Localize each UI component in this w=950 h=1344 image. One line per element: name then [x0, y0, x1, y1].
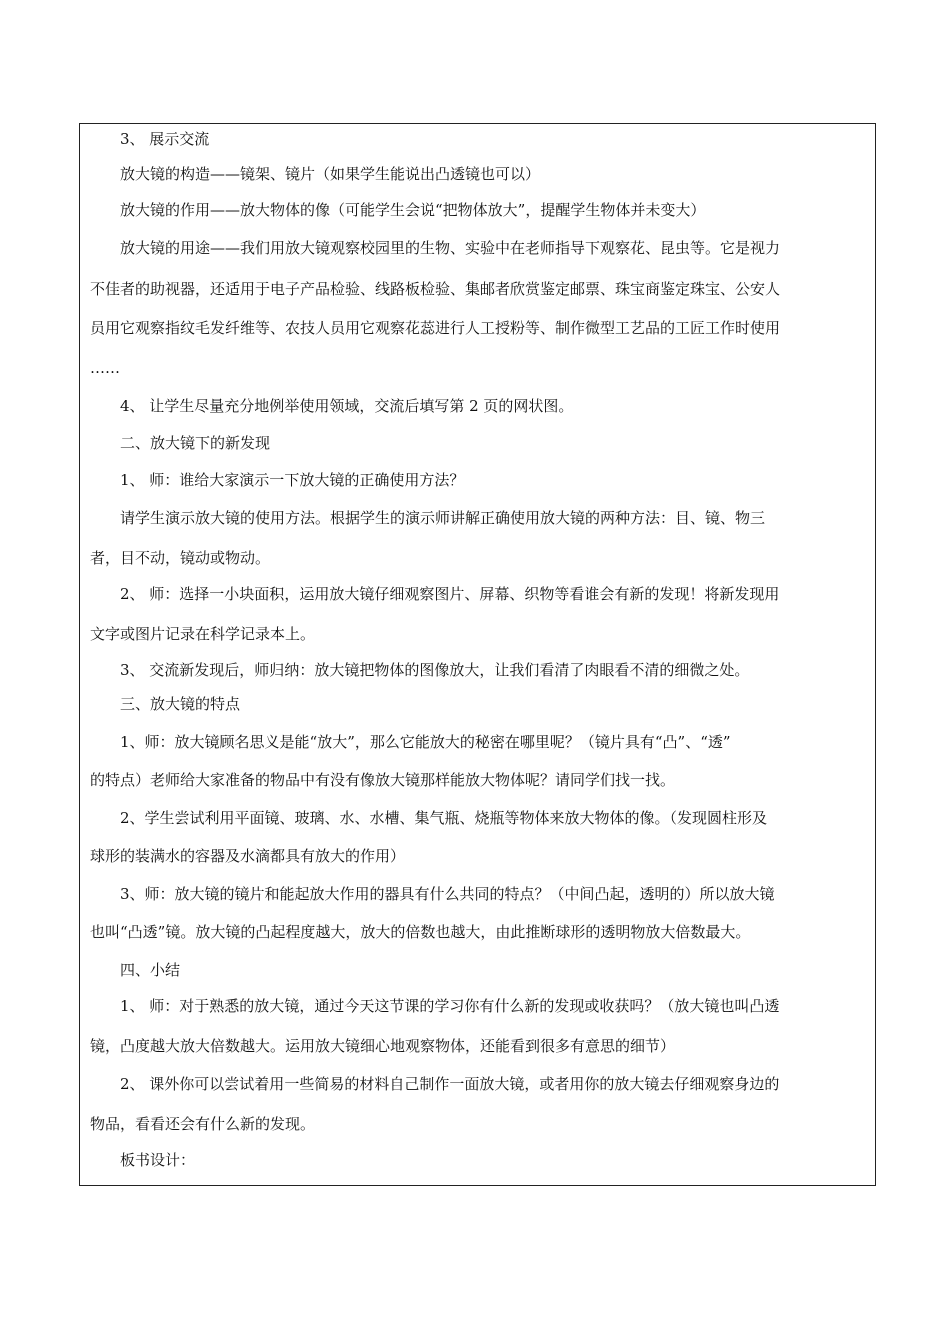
- section-heading: 二、放大镜下的新发现: [120, 434, 271, 452]
- section-heading: 四、小结: [120, 961, 181, 979]
- paragraph-line: 2、 师：选择一小块面积，运用放大镜仔细观察图片、屏幕、织物等看谁会有新的发现！将新发现用: [120, 585, 780, 603]
- board-design-label: 板书设计：: [120, 1151, 196, 1169]
- paragraph-line: 3、 交流新发现后，师归纳：放大镜把物体的图像放大，让我们看清了肉眼看不清的细微之处。: [120, 661, 750, 679]
- paragraph-line: 不佳者的助视器，还适用于电子产品检验、线路板检验、集邮者欣赏鉴定邮票、珠宝商鉴定珠宝、公安人: [90, 280, 781, 298]
- paragraph-line: 文字或图片记录在科学记录本上。: [90, 625, 316, 643]
- paragraph-line: 4、 让学生尽量充分地例举使用领域，交流后填写第 2 页的网状图。: [120, 397, 574, 415]
- paragraph-line: 球形的装满水的容器及水滴都具有放大的作用）: [90, 847, 406, 865]
- content-frame: [79, 123, 876, 1186]
- section-heading: 三、放大镜的特点: [120, 695, 241, 713]
- paragraph-line: 1、 师：对于熟悉的放大镜，通过今天这节课的学习你有什么新的发现或收获吗？（放大镜也叫凸透: [120, 997, 780, 1015]
- paragraph-line: 1、 师：谁给大家演示一下放大镜的正确使用方法？: [120, 471, 465, 489]
- paragraph-line: 2、 课外你可以尝试着用一些简易的材料自己制作一面放大镜，或者用你的放大镜去仔细观察身边的: [120, 1075, 780, 1093]
- section-heading: 3、 展示交流: [120, 130, 210, 148]
- paragraph-line: 放大镜的构造——镜架、镜片（如果学生能说出凸透镜也可以）: [120, 165, 541, 183]
- paragraph-line: 请学生演示放大镜的使用方法。根据学生的演示师讲解正确使用放大镜的两种方法：目、镜、物三: [120, 509, 766, 527]
- paragraph-line: 者，目不动，镜动或物动。: [90, 549, 271, 567]
- paragraph-line: 也叫“凸透”镜。放大镜的凸起程度越大，放大的倍数也越大，由此推断球形的透明物放大倍数最大。: [90, 923, 751, 941]
- paragraph-line: 镜，凸度越大放大倍数越大。运用放大镜细心地观察物体，还能看到很多有意思的细节）: [90, 1037, 676, 1055]
- paragraph-line: 2、学生尝试利用平面镜、玻璃、水、水槽、集气瓶、烧瓶等物体来放大物体的像。（发现圆柱形及: [120, 809, 768, 827]
- paragraph-line: 放大镜的作用——放大物体的像（可能学生会说“把物体放大”，提醒学生物体并未变大）: [120, 201, 706, 219]
- paragraph-line: ……: [90, 359, 120, 377]
- paragraph-line: 员用它观察指纹毛发纤维等、农技人员用它观察花蕊进行人工授粉等、制作微型工艺品的工匠工作时使用: [90, 319, 781, 337]
- paragraph-line: 的特点）老师给大家准备的物品中有没有像放大镜那样能放大物体呢？请同学们找一找。: [90, 771, 676, 789]
- paragraph-line: 放大镜的用途——我们用放大镜观察校园里的生物、实验中在老师指导下观察花、昆虫等。它是视力: [120, 239, 781, 257]
- paragraph-line: 1、师：放大镜顾名思义是能“放大”，那么它能放大的秘密在哪里呢？（镜片具有“凸”、“透”: [120, 733, 731, 751]
- paragraph-line: 物品，看看还会有什么新的发现。: [90, 1115, 316, 1133]
- paragraph-line: 3、师：放大镜的镜片和能起放大作用的器具有什么共同的特点？（中间凸起，透明的）所以放大镜: [120, 885, 775, 903]
